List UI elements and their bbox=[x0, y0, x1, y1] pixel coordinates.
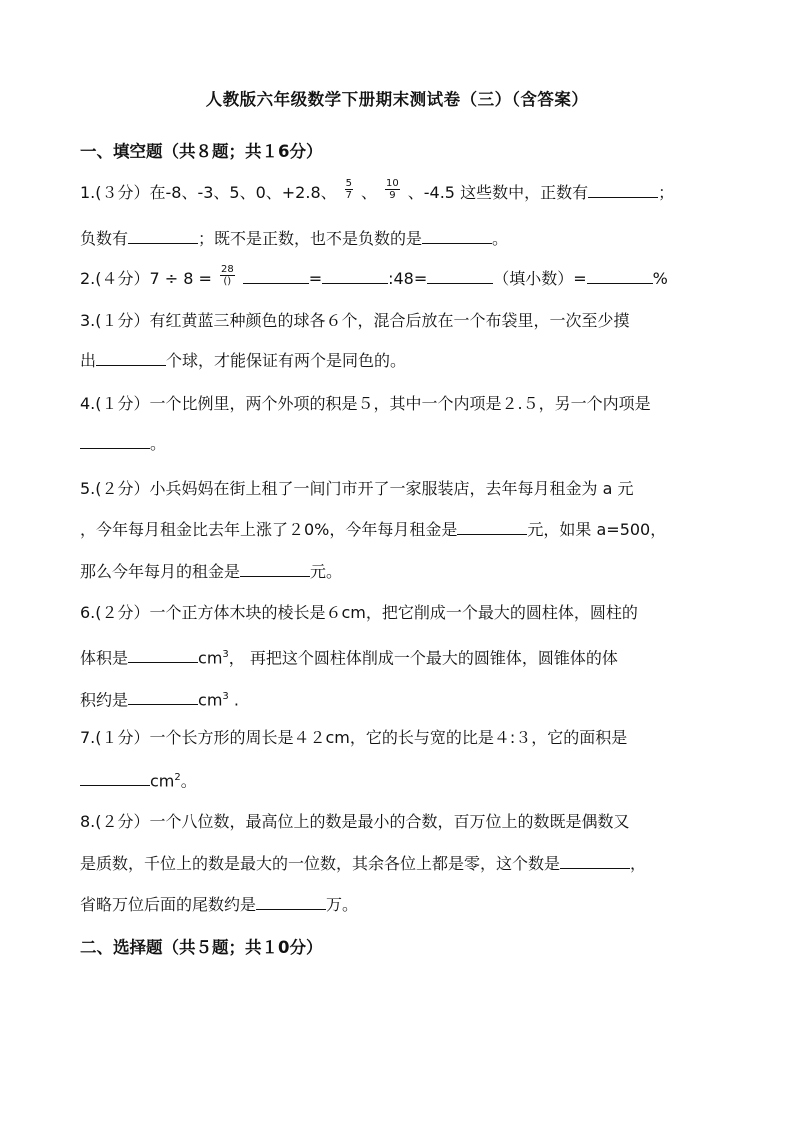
question-6-line-1: 6.(２分）一个正方体木块的棱长是６cm，把它削成一个最大的圆柱体，圆柱的 bbox=[80, 603, 638, 622]
question-1-line-1: 1.(３分）在-8、-3、5、0、+2.8、 $\frac{5}{7}$ 、 $\frac{10}{9}$ 、-4.5 这些数中，正数有 ； bbox=[80, 178, 675, 202]
answer-blank[interactable] bbox=[588, 183, 658, 198]
answer-blank[interactable] bbox=[587, 269, 653, 284]
question-3-line-2: 出 个球，才能保证有两个是同色的。 bbox=[80, 351, 407, 370]
answer-blank[interactable] bbox=[128, 229, 198, 244]
question-2-line-1: 2.(４分）7 ÷ 8 = $\frac{28}{()}$ = :48= （填小数）= % bbox=[80, 264, 668, 288]
answer-blank[interactable] bbox=[80, 434, 150, 449]
answer-blank[interactable] bbox=[80, 771, 150, 786]
question-4-line-2: 。 bbox=[80, 433, 720, 455]
question-7-line-2: $cm^2$。 bbox=[80, 767, 720, 792]
question-1-line-2: 负数有 ；既不是正数，也不是负数的是 。 bbox=[80, 229, 509, 248]
answer-blank[interactable] bbox=[427, 269, 493, 284]
answer-blank[interactable] bbox=[243, 269, 309, 284]
answer-blank[interactable] bbox=[128, 690, 198, 705]
question-6-line-2: 体积是 $cm^3$， 再把这个圆柱体削成一个最大的圆锥体，圆锥体的体 bbox=[80, 648, 618, 668]
answer-blank[interactable] bbox=[256, 895, 326, 910]
fraction-10-9: $\frac{10}{9}$ bbox=[386, 178, 399, 201]
question-7-line-1: 7.(１分）一个长方形的周长是４２cm，它的长与宽的比是４:３，它的面积是 bbox=[80, 728, 628, 747]
question-5-line-2: ，今年每月租金比去年上涨了２0%，今年每月租金是 元，如果 a=500， bbox=[80, 520, 667, 539]
question-1-text: 1.(３分）在-8、-3、5、0、+2.8、 bbox=[80, 183, 337, 202]
answer-blank[interactable] bbox=[560, 854, 630, 869]
page-title: 人教版六年级数学下册期末测试卷（三）（含答案） bbox=[205, 90, 589, 109]
answer-blank[interactable] bbox=[322, 269, 388, 284]
question-8-line-3: 省略万位后面的尾数约是 万。 bbox=[80, 895, 359, 914]
answer-blank[interactable] bbox=[96, 351, 166, 366]
question-6-line-3: 积约是 $cm^3$ . bbox=[80, 690, 239, 710]
answer-blank[interactable] bbox=[457, 520, 527, 535]
question-3-line-1: 3.(１分）有红黄蓝三种颜色的球各６个，混合后放在一个布袋里，一次至少摸 bbox=[80, 311, 630, 330]
section-heading-multiple-choice: 二、选择题（共５题；共１0分） bbox=[80, 938, 323, 957]
question-4-line-1: 4.(１分）一个比例里，两个外项的积是５，其中一个内项是２.５，另一个内项是 bbox=[80, 394, 651, 413]
fraction-5-7: $\frac{5}{7}$ bbox=[345, 178, 353, 201]
question-8-line-2: 是质数，千位上的数是最大的一位数，其余各位上都是零，这个数是 ， bbox=[80, 854, 647, 873]
question-5-line-3: 那么今年每月的租金是 元。 bbox=[80, 562, 343, 581]
section-heading-fill-in: 一、填空题（共８题；共１6分） bbox=[80, 142, 323, 161]
answer-blank[interactable] bbox=[240, 562, 310, 577]
fraction-28-blank: $\frac{28}{()}$ bbox=[220, 264, 234, 287]
question-5-line-1: 5.(２分）小兵妈妈在街上租了一间门市开了一家服装店，去年每月租金为 a 元 bbox=[80, 479, 634, 498]
answer-blank[interactable] bbox=[128, 648, 198, 663]
answer-blank[interactable] bbox=[422, 229, 492, 244]
question-8-line-1: 8.(２分）一个八位数，最高位上的数是最小的合数，百万位上的数既是偶数又 bbox=[80, 812, 630, 831]
